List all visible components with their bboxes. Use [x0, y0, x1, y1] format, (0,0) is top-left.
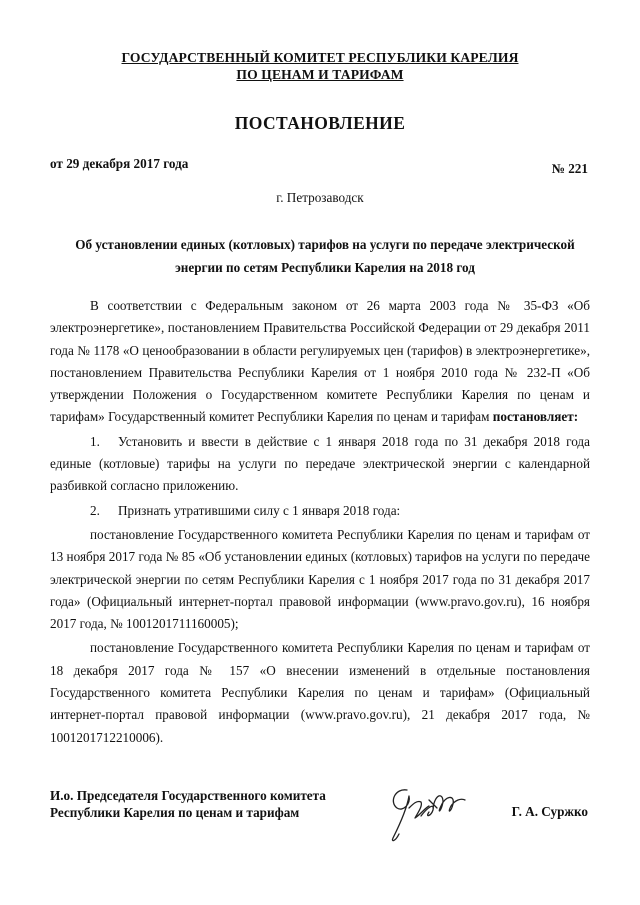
- signatory-name: Г. А. Суржко: [511, 804, 588, 819]
- document-city: г. Петрозаводск: [276, 190, 364, 205]
- decree-word: постановляет:: [492, 409, 579, 425]
- item-1-paragraph: [50, 431, 590, 498]
- signatory-position: [50, 787, 326, 821]
- repealed-act-2: постановление Государственного комитета Республики Карелия по ценам и тарифам от 18 декабря 2017 года № 157 «О внесении изменений в отдельные постановления Государственного комитета Республики Карелия по ценам и тарифам» (Официальный интернет-портал правовой информации (www.pravo.gov.ru), 21 декабря 2017 года, № 1001201712210006).: [50, 640, 590, 745]
- document-date: от 29 декабря 2017 года: [50, 156, 189, 171]
- organization-header: [0, 49, 640, 83]
- repealed-act-1: постановление Государственного комитета Республики Карелия по ценам и тарифам от 13 ноября 2017 года № 85 «Об установлении единых (котловых) тарифов на услуги по передаче электрической энергии по сетям Республики Карелия с 1 ноября 2017 года по 31 декабря 2017 года» (Официальный интернет-портал правовой информации (www.pravo.gov.ru), 16 ноября 2017 года, № 1001201711160005);: [50, 526, 590, 632]
- preamble-paragraph: [50, 295, 590, 429]
- signature-strokes: [392, 790, 465, 841]
- item-1-text: Установить и ввести в действие с 1 января 2018 года по 31 декабря 2018 года единые (котловые) тарифы на услуги по передаче электрической энергии с календарной разбивкой согласно приложению.: [50, 433, 590, 494]
- document-number: № 221: [551, 161, 588, 176]
- item-2-text: Признать утратившими силу с 1 января 2018 года:: [118, 502, 401, 518]
- document-subject: [60, 233, 590, 279]
- preamble-text: В соответствии с Федеральным законом от 26 марта 2003 года № 35-ФЗ «Об электроэнергетике», постановлением Правительства Российской Федерации от 29 декабря 2011 года № 1178 «О ценообразовании в области регулируемых цен (тарифов) в электроэнергетике», постановлением Правительства Республики Карелия от 1 ноября 2010 года № 232-П «Об утверждении Положения о Государственном комитете Республики Карелия по ценам и тарифам» Государственный комитет Республики Карелия по ценам и тарифам: [50, 298, 590, 425]
- org-line-1: ГОСУДАРСТВЕННЫЙ КОМИТЕТ РЕСПУБЛИКИ КАРЕЛИЯ: [121, 50, 519, 65]
- signatory-position-line-2: Республики Карелия по ценам и тарифам: [50, 805, 300, 820]
- item-1-number: 1.: [90, 433, 100, 449]
- item-2-number: 2.: [90, 502, 100, 518]
- signatory-position-line-1: И.о. Председателя Государственного комитета: [50, 788, 326, 803]
- document-body: [50, 295, 590, 749]
- item-2-paragraph: [50, 500, 590, 522]
- org-line-2: ПО ЦЕНАМ И ТАРИФАМ: [236, 67, 404, 82]
- subject-line-2: энергии по сетям Республики Карелия на 2018 год: [175, 260, 475, 275]
- handwritten-signature: [385, 778, 470, 848]
- subject-line-1: Об установлении единых (котловых) тарифов на услуги по передаче электрической: [75, 237, 575, 252]
- document-type: ПОСТАНОВЛЕНИЕ: [234, 113, 406, 133]
